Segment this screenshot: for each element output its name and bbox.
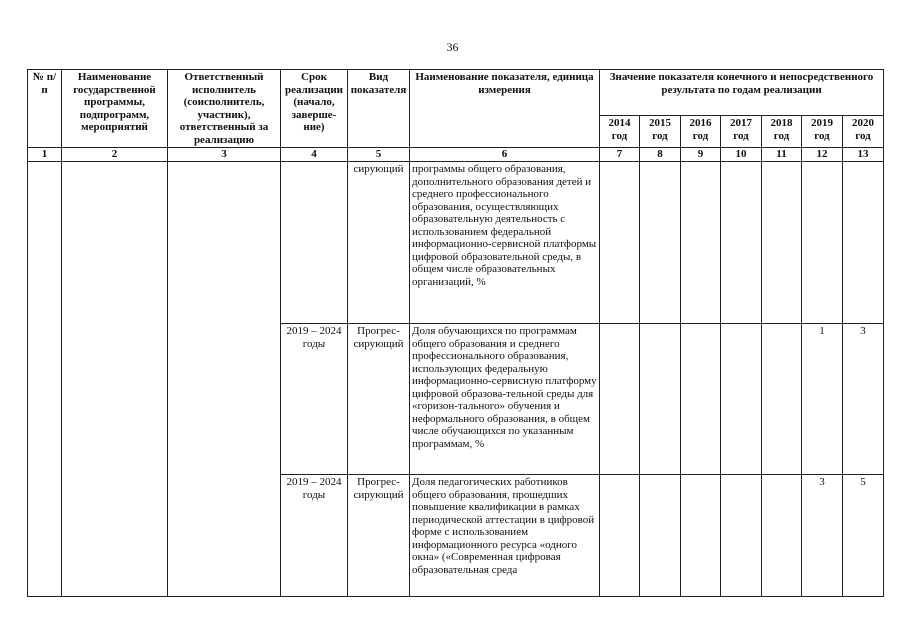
indicators-table <box>27 69 884 597</box>
column-number: 1 <box>28 148 62 162</box>
column-number: 7 <box>600 148 640 162</box>
cell-responsible <box>168 162 281 597</box>
header-col-num: № п/п <box>28 70 62 148</box>
cell-value-2018 <box>762 475 802 597</box>
cell-value-2015 <box>640 475 681 597</box>
cell-value-2019: 1 <box>802 324 843 475</box>
column-number: 3 <box>168 148 281 162</box>
cell-type: сирующий <box>348 162 410 324</box>
column-number: 13 <box>843 148 884 162</box>
cell-value-2014 <box>600 324 640 475</box>
cell-value-2015 <box>640 162 681 324</box>
header-col-name: Наименование государственной программы, подпрограмм, мероприятий <box>62 70 168 148</box>
cell-indicator: программы общего образования, дополнительного образования детей и среднего профессионального образования, осуществляющих образовательную деятельность с использованием федеральной информационно-сервисной платформы цифровой образовательной среды, в общем числе образовательных организаций, % <box>410 162 600 324</box>
cell-name <box>62 162 168 597</box>
cell-value-2019: 3 <box>802 475 843 597</box>
cell-value-2015 <box>640 324 681 475</box>
cell-value-2017 <box>721 475 762 597</box>
column-number: 10 <box>721 148 762 162</box>
cell-period <box>281 162 348 324</box>
cell-value-2020: 5 <box>843 475 884 597</box>
header-col-responsible: Ответственный исполнитель (соисполнитель, участник), ответственный за реализацию <box>168 70 281 148</box>
column-number: 4 <box>281 148 348 162</box>
column-number: 12 <box>802 148 843 162</box>
column-number: 5 <box>348 148 410 162</box>
cell-value-2020: 3 <box>843 324 884 475</box>
cell-value-2020 <box>843 162 884 324</box>
cell-value-2017 <box>721 324 762 475</box>
cell-indicator: Доля педагогических работников общего образования, прошедших повышение квалификации в рамках периодической аттестации в цифровой форме с использованием информационного ресурса «одного окна» («Современная цифровая образовательная среда <box>410 475 600 597</box>
header-year-2018: 2018 год <box>762 116 802 148</box>
column-number: 8 <box>640 148 681 162</box>
table-row <box>28 162 884 324</box>
cell-value-2014 <box>600 162 640 324</box>
header-year-2015: 2015 год <box>640 116 681 148</box>
cell-type: Прогрес-сирующий <box>348 324 410 475</box>
cell-indicator: Доля обучающихся по программам общего образования и среднего профессионального образования, использующих федеральную информационно-сервисную платформу цифровой образова-тельной среды для «горизон-тального» обучения и неформального образования, в общем числе обучающихся по указанным программам, % <box>410 324 600 475</box>
cell-value-2016 <box>681 162 721 324</box>
cell-value-2018 <box>762 324 802 475</box>
cell-period: 2019 – 2024 годы <box>281 324 348 475</box>
cell-value-2016 <box>681 324 721 475</box>
cell-value-2018 <box>762 162 802 324</box>
cell-type: Прогрес-сирующий <box>348 475 410 597</box>
page-number: 36 <box>446 40 459 54</box>
column-number: 9 <box>681 148 721 162</box>
column-number: 6 <box>410 148 600 162</box>
header-col-values: Значение показателя конечного и непосредственного результата по годам реализации <box>600 70 884 116</box>
header-year-2019: 2019 год <box>802 116 843 148</box>
cell-value-2019 <box>802 162 843 324</box>
cell-value-2017 <box>721 162 762 324</box>
column-numbers-row <box>28 148 884 162</box>
header-year-2014: 2014 год <box>600 116 640 148</box>
header-col-type: Вид показателя <box>348 70 410 148</box>
column-number: 11 <box>762 148 802 162</box>
cell-num <box>28 162 62 597</box>
cell-period: 2019 – 2024 годы <box>281 475 348 597</box>
column-number: 2 <box>62 148 168 162</box>
header-year-2020: 2020 год <box>843 116 884 148</box>
header-year-2016: 2016 год <box>681 116 721 148</box>
header-year-2017: 2017 год <box>721 116 762 148</box>
header-col-indicator: Наименование показателя, единица измерения <box>410 70 600 148</box>
cell-value-2016 <box>681 475 721 597</box>
header-col-period: Срок реализации (начало, заверше-ние) <box>281 70 348 148</box>
cell-value-2014 <box>600 475 640 597</box>
